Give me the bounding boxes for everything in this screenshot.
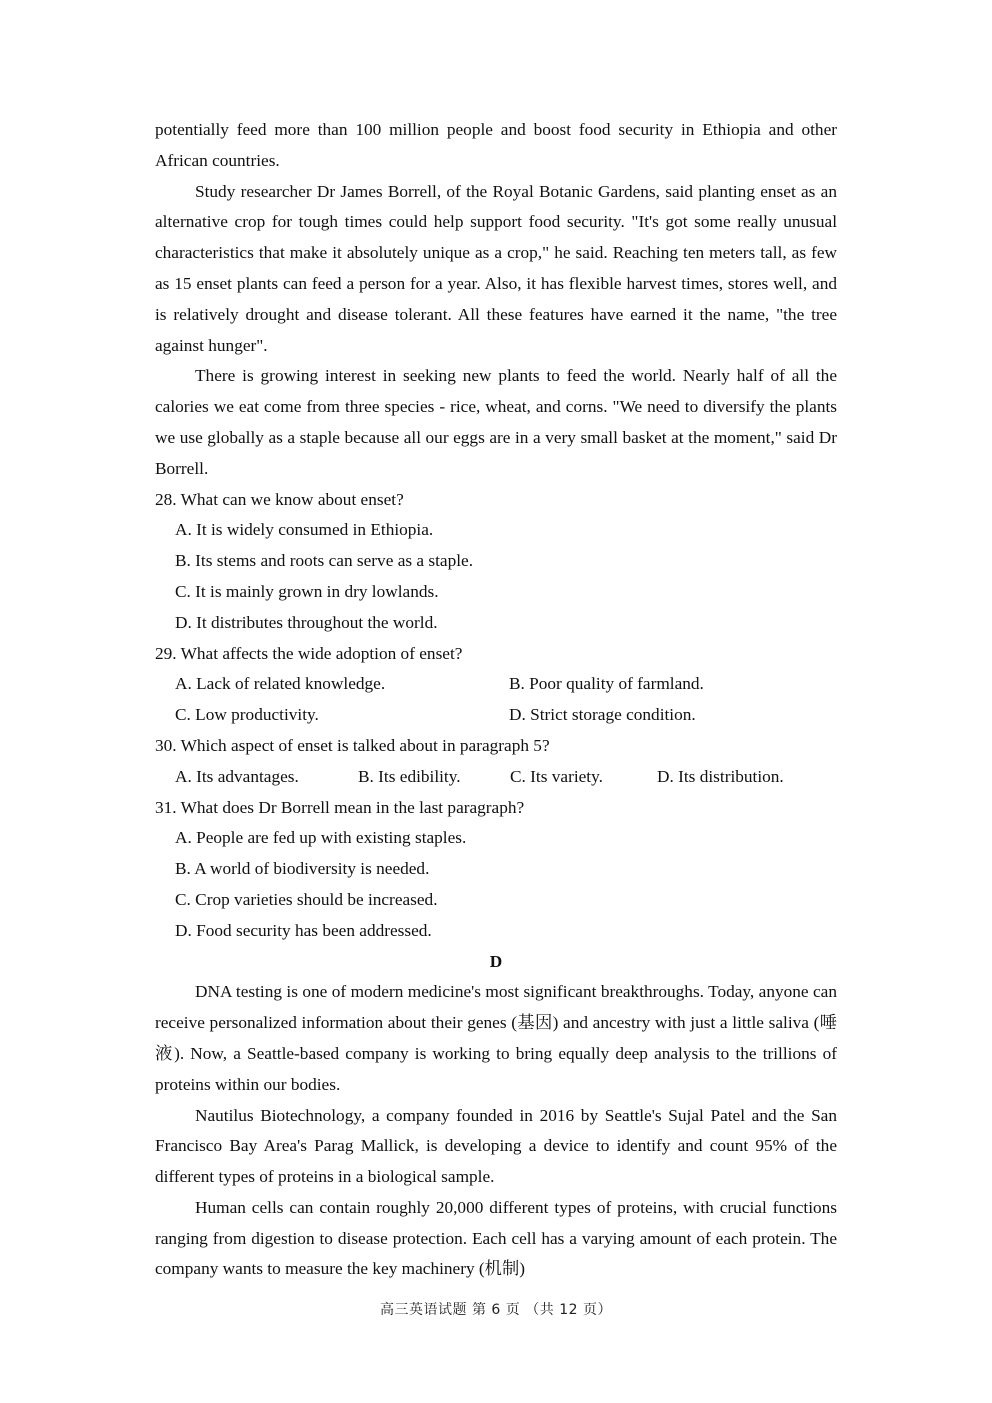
- question-30: [155, 731, 837, 793]
- passage-d-paragraph-1: DNA testing is one of modern medicine's most significant breakthroughs. Today, anyone can receive personalized information about their genes (基因) and ancestry with just a little saliva (唾液). Now, a Seattle-based company is working to bring equally deep analysis to the trillions of proteins within our bodies.: [155, 982, 837, 1094]
- option-row: [155, 700, 837, 731]
- option-b: B. A world of biodiversity is needed.: [175, 859, 430, 879]
- option-d: D. Food security has been addressed.: [175, 920, 432, 940]
- option-d: D. Strict storage condition.: [509, 705, 696, 725]
- option-c: C. Crop varieties should be increased.: [175, 889, 438, 909]
- option-c: C. Its variety.: [510, 766, 603, 786]
- option-a: A. People are fed up with existing staples.: [175, 828, 467, 848]
- option-row: [155, 669, 837, 700]
- option-c: C. Low productivity.: [175, 705, 319, 725]
- option-b: B. Its edibility.: [358, 766, 461, 786]
- question-stem: 30. Which aspect of enset is talked about in paragraph 5?: [155, 735, 550, 755]
- page-footer: 高三英语试题 第 6 页 （共 12 页）: [380, 1302, 612, 1318]
- option-b: B. Poor quality of farmland.: [509, 674, 704, 694]
- passage-c-paragraph-borrell: Study researcher Dr James Borrell, of the Royal Botanic Gardens, said planting enset as an alternative crop for tough times could help support food security. "It's got some really unusual characteristics that make it absolutely unique as a crop," he said. Reaching ten meters tall, as few as 15 enset plants can feed a person for a year. Also, it has flexible harvest times, stores well, and is relatively drought and disease tolerant. All these features have earned it the name, "the tree against hunger".: [155, 181, 837, 355]
- option-a: A. Lack of related knowledge.: [175, 674, 386, 694]
- question-stem: 31. What does Dr Borrell mean in the last paragraph?: [155, 797, 525, 817]
- question-31: [155, 793, 837, 947]
- option-a: A. It is widely consumed in Ethiopia.: [175, 520, 434, 540]
- option-a: A. Its advantages.: [175, 766, 299, 786]
- option-d: D. It distributes throughout the world.: [175, 612, 438, 632]
- section-heading: D: [489, 951, 503, 971]
- option-d: D. Its distribution.: [657, 766, 784, 786]
- option-row: [155, 762, 837, 793]
- question-28: [155, 485, 837, 639]
- passage-d-paragraph-2: Nautilus Biotechnology, a company founded in 2016 by Seattle's Sujal Patel and the San Francisco Bay Area's Parag Mallick, is developing a device to identify and count 95% of the different types of proteins in a biological sample.: [155, 1105, 837, 1187]
- passage-d-paragraph-3: Human cells can contain roughly 20,000 different types of proteins, with crucial functions ranging from digestion to disease protection. Each cell has a varying amount of each protein. The company wants to measure the key machinery (机制): [155, 1197, 837, 1279]
- option-b: B. Its stems and roots can serve as a staple.: [175, 551, 474, 571]
- passage-c-paragraph-continued: potentially feed more than 100 million people and boost food security in Ethiopia and other African countries.: [155, 120, 837, 170]
- exam-page: [155, 115, 837, 1285]
- question-stem: 29. What affects the wide adoption of enset?: [155, 643, 463, 663]
- option-c: C. It is mainly grown in dry lowlands.: [175, 581, 439, 601]
- question-29: [155, 639, 837, 731]
- question-stem: 28. What can we know about enset?: [155, 489, 404, 509]
- passage-c-paragraph-last: There is growing interest in seeking new plants to feed the world. Nearly half of all the calories we eat come from three species - rice, wheat, and corns. "We need to diversify the plants we use globally as a staple because all our eggs are in a very small basket at the moment," said Dr Borrell.: [155, 366, 837, 478]
